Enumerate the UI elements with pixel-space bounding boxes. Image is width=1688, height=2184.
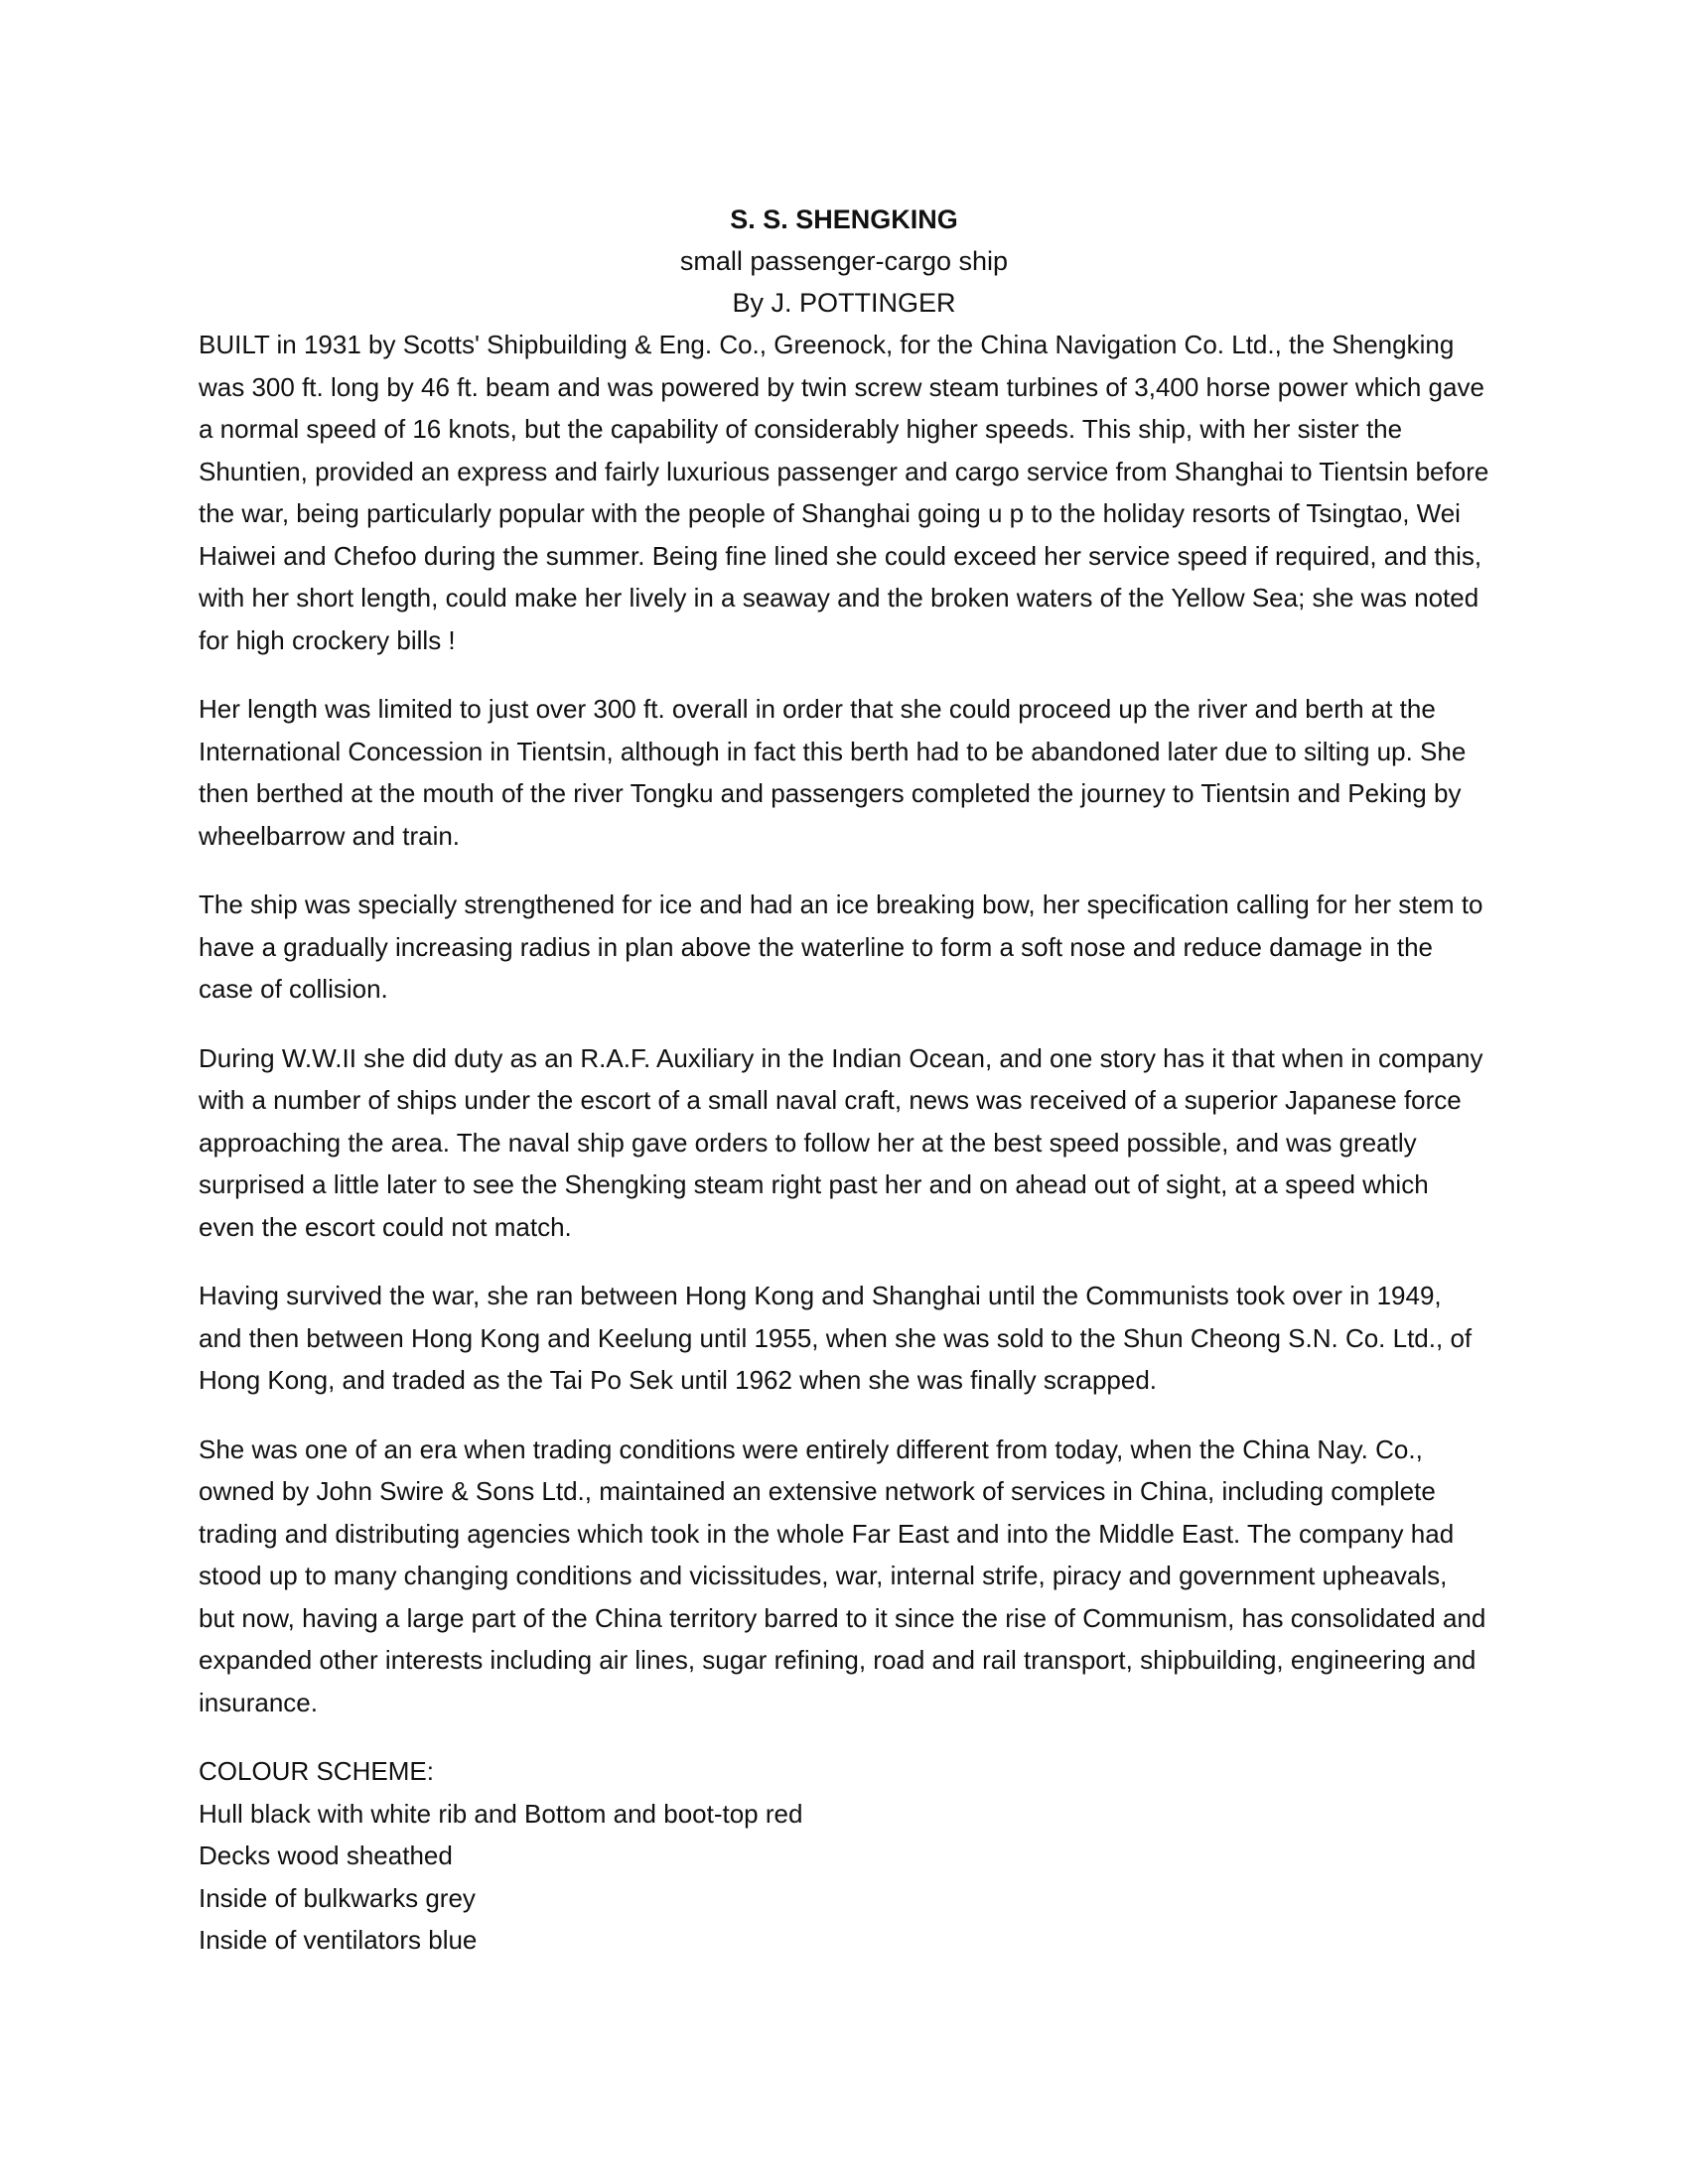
document-page <box>199 199 1489 1962</box>
colour-scheme-item: Hull black with white rib and Bottom and boot-top red <box>199 1798 803 1829</box>
paragraph-ice-bow: The ship was specially strengthened for ice and had an ice breaking bow, her specification calling for her stem to have a gradually increasing radius in plan above the waterline to form a soft nose and reduce damage in the case of collision. <box>199 889 1483 1004</box>
colour-scheme-item: Inside of bulkwarks grey <box>199 1882 476 1913</box>
document-title: S. S. SHENGKING <box>730 205 958 234</box>
paragraph-length: Her length was limited to just over 300 ft. overall in order that she could proceed up the river and berth at the International Concession in Tientsin, although in fact this berth had to be abandoned later due to silting up. She then berthed at the mouth of the river Tongku and passengers completed the journey to Tientsin and Peking by wheelbarrow and train. <box>199 694 1467 851</box>
paragraph-history: BUILT in 1931 by Scotts' Shipbuilding & Eng. Co., Greenock, for the China Navigation Co. Ltd., the Shengking was 300 ft. long by 46 ft. beam and was powered by twin screw steam turbines of 3,400 horse power which gave a normal speed of 16 knots, but the capability of considerably higher speeds. This ship, with her sister the Shuntien, provided an express and fairly luxurious passenger and cargo service from Shanghai to Tientsin before the war, being particularly popular with the people of Shanghai going u p to the holiday resorts of Tsingtao, Wei Haiwei and Chefoo during the summer. Being fine lined she could exceed her service speed if required, and this, with her short length, could make her lively in a seaway and the broken waters of the Yellow Sea; she was noted for high crockery bills ! <box>199 330 1489 655</box>
paragraph-wartime: During W.W.II she did duty as an R.A.F. Auxiliary in the Indian Ocean, and one story has it that when in company with a number of ships under the escort of a small naval craft, news was received of a superior Japanese force approaching the area. The naval ship gave orders to follow her at the best speed possible, and was greatly surprised a little later to see the Shengking steam right past her and on ahead out of sight, at a speed which even the escort could not match. <box>199 1042 1483 1242</box>
colour-scheme-item: Inside of ventilators blue <box>199 1925 478 1955</box>
document-subtitle: small passenger-cargo ship <box>679 246 1009 276</box>
colour-scheme-section <box>199 1750 1489 1962</box>
paragraph-company: She was one of an era when trading conditions were entirely different from today, when the China Nay. Co., owned by John Swire & Sons Ltd., maintained an extensive network of services in China, including complete trading and distributing agencies which took in the whole Far East and into the Middle East. The company had stood up to many changing conditions and vicissitudes, war, internal strife, piracy and government upheavals, but now, having a large part of the China territory barred to it since the rise of Communism, has consolidated and expanded other interests including air lines, sugar refining, road and rail transport, shipbuilding, engineering and insurance. <box>199 1433 1486 1717</box>
paragraph-postwar: Having survived the war, she ran between Hong Kong and Shanghai until the Communists took over in 1949, and then between Hong Kong and Keelung until 1955, when she was sold to the Shun Cheong S.N. Co. Ltd., of Hong Kong, and traded as the Tai Po Sek until 1962 when she was finally scrapped. <box>199 1281 1473 1395</box>
author-byline: By J. POTTINGER <box>732 288 956 318</box>
colour-scheme-heading: COLOUR SCHEME: <box>199 1756 434 1786</box>
colour-scheme-item: Decks wood sheathed <box>199 1841 453 1870</box>
